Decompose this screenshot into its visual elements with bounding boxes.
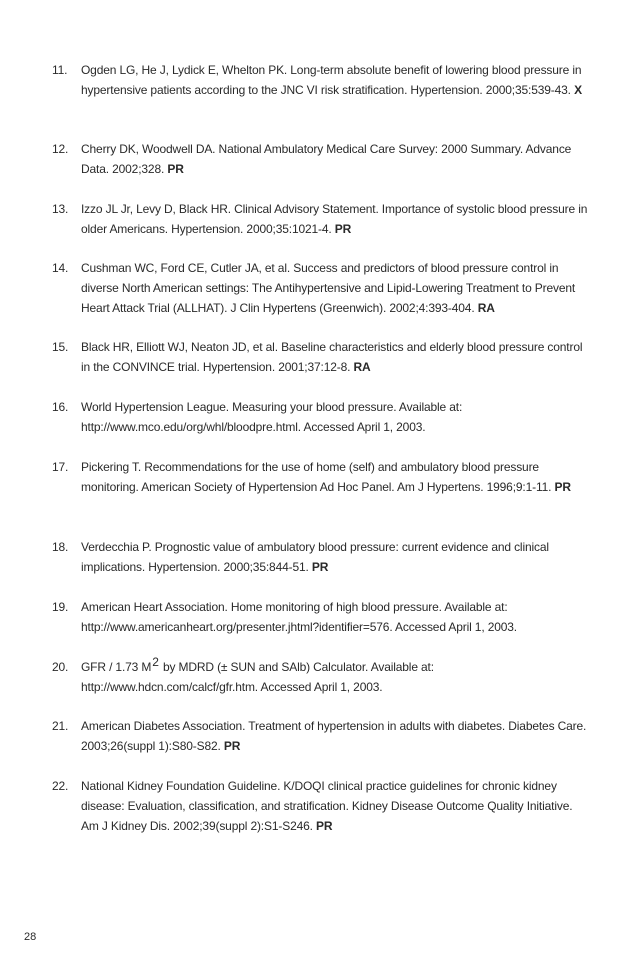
reference-tag: PR xyxy=(316,819,333,833)
reference-tag: PR xyxy=(554,480,571,494)
reference-number: 16. xyxy=(52,400,69,414)
reference-text: Cherry DK, Woodwell DA. National Ambulatory Medical Care Survey: 2000 Summary. Advance Data. 2002;328. xyxy=(81,142,572,176)
reference-tag: PR xyxy=(334,222,352,236)
superscript-2: 2 xyxy=(152,655,159,669)
reference-tag: PR xyxy=(223,739,241,753)
reference-tag: PR xyxy=(167,162,184,176)
reference-text: Izzo JL Jr, Levy D, Black HR. Clinical Advisory Statement. Importance of systolic blood pressure in older Americans. Hypertension. 2000;35:1021-4. xyxy=(81,202,588,236)
reference-body xyxy=(81,597,592,637)
reference-number: 12. xyxy=(52,142,69,156)
reference-number: 11. xyxy=(52,63,68,77)
reference-item-14 xyxy=(52,258,592,318)
reference-body xyxy=(81,337,592,377)
reference-body xyxy=(81,258,592,318)
reference-body xyxy=(81,457,592,497)
reference-text: GFR / 1.73 M xyxy=(81,660,152,674)
reference-text: Cushman WC, Ford CE, Cutler JA, et al. Success and predictors of blood pressure control in diverse North American settings: The Antihypertensive and Lipid-Lowering Treatment to Prevent Heart Attack Trial (ALLHAT). J Clin Hypertens (Greenwich). 2002;4:393-404. xyxy=(81,261,576,315)
reference-body xyxy=(81,716,592,756)
reference-text: Pickering T. Recommendations for the use of home (self) and ambulatory blood pressure monitoring. American Society of Hypertension Ad Hoc Panel. Am J Hypertens. 1996;9:1-11. xyxy=(81,460,552,494)
reference-text: by MDRD (± SUN and SAlb) Calculator. Available at: http://www.hdcn.com/calcf/gfr.htm. Accessed April 1, 2003. xyxy=(81,660,434,694)
reference-item-15 xyxy=(52,337,592,377)
reference-tag: PR xyxy=(311,560,329,574)
reference-tag: RA xyxy=(477,301,495,315)
reference-body xyxy=(81,776,592,836)
reference-number: 22. xyxy=(52,779,69,793)
reference-tag: RA xyxy=(353,360,371,374)
reference-item-17 xyxy=(52,457,592,497)
reference-text: Ogden LG, He J, Lydick E, Whelton PK. Long-term absolute benefit of lowering blood pressure in hypertensive patients according to the JNC VI risk stratification. Hypertension. 2000;35:539-43. xyxy=(81,63,582,97)
reference-body xyxy=(81,60,592,100)
reference-item-12 xyxy=(52,139,592,179)
reference-number: 21. xyxy=(52,719,69,733)
reference-text: National Kidney Foundation Guideline. K/DOQI clinical practice guidelines for chronic kidney disease: Evaluation, classification, and stratification. Kidney Disease Outcome Quality Initiative. Am J Kidney Dis. 2002;39(suppl 2):S1-S246. xyxy=(81,779,573,833)
reference-body xyxy=(81,139,592,179)
reference-number: 15. xyxy=(52,340,69,354)
reference-tag: X xyxy=(574,83,582,97)
page-number: 28 xyxy=(24,931,37,943)
reference-number: 19. xyxy=(52,600,69,614)
reference-item-13 xyxy=(52,199,592,239)
reference-number: 13. xyxy=(52,202,69,216)
reference-item-16 xyxy=(52,397,592,437)
reference-text: American Heart Association. Home monitoring of high blood pressure. Available at: http://www.americanheart.org/presenter.jhtml?identifier=576. Accessed April 1, 2003. xyxy=(81,600,517,634)
reference-number: 20. xyxy=(52,660,69,674)
reference-item-20 xyxy=(52,657,592,697)
reference-text: Black HR, Elliott WJ, Neaton JD, et al. Baseline characteristics and elderly blood pressure control in the CONVINCE trial. Hypertension. 2001;37:12-8. xyxy=(81,340,583,374)
reference-item-11 xyxy=(52,60,592,100)
reference-number: 17. xyxy=(52,460,69,474)
reference-item-18 xyxy=(52,537,592,577)
reference-item-19 xyxy=(52,597,592,637)
reference-text: World Hypertension League. Measuring your blood pressure. Available at: http://www.mco.edu/org/whl/bloodpre.html. Accessed April 1, 2003. xyxy=(81,400,463,434)
reference-body xyxy=(81,657,592,697)
reference-number: 18. xyxy=(52,540,69,554)
reference-text: American Diabetes Association. Treatment of hypertension in adults with diabetes. Diabetes Care. 2003;26(suppl 1):S80-S82. xyxy=(81,719,587,753)
reference-item-22 xyxy=(52,776,592,836)
reference-body xyxy=(81,537,592,577)
reference-item-21 xyxy=(52,716,592,756)
reference-number: 14. xyxy=(52,261,69,275)
reference-body xyxy=(81,397,592,437)
reference-body xyxy=(81,199,592,239)
reference-text: Verdecchia P. Prognostic value of ambulatory blood pressure: current evidence and clinical implications. Hypertension. 2000;35:844-51. xyxy=(81,540,549,574)
